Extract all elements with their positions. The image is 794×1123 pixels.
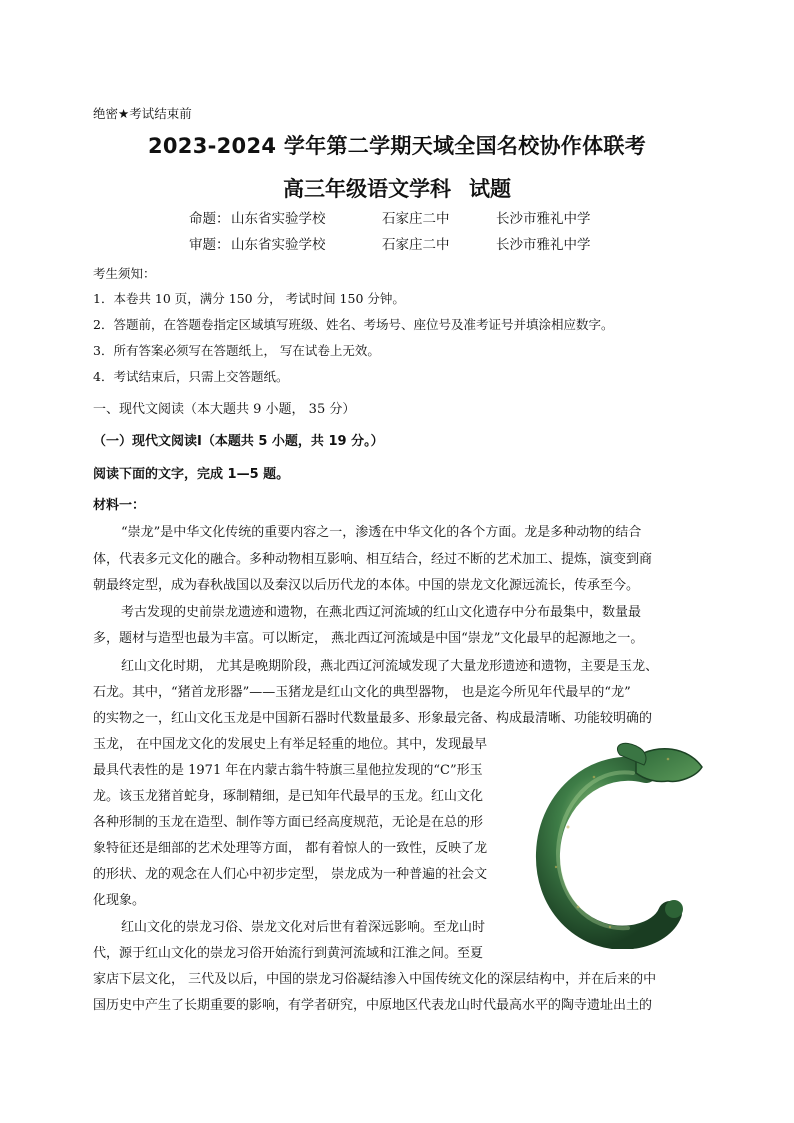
notice-item: 3．所有答案必须写在答题纸上， 写在试卷上无效。 (93, 343, 380, 358)
proposers-label: 命题： (189, 211, 230, 227)
school-1: 山东省实验学校 (231, 211, 326, 227)
exam-title: 2023-2024 学年第二学期天域全国名校协作体联考 (147, 134, 647, 158)
passage-line: 各种形制的玉龙在造型、制作等方面已经高度规范，无论是在总的形 (93, 815, 484, 830)
passage-line: 家店下层文化， 三代及以后，中国的崇龙习俗凝结渗入中国传统文化的深层结构中，并在后来的中 (93, 972, 657, 987)
passage-line: 多，题材与造型也最为丰富。可以断定， 燕北西辽河流域是中国“崇龙”文化最早的起源地之一。 (93, 631, 644, 646)
subsection-title: （一）现代文阅读Ⅰ（本题共 5 小题，共 19 分。） (93, 434, 384, 449)
confidential-label: 绝密★考试结束前 (93, 106, 192, 121)
school-2: 石家庄二中 (382, 237, 450, 253)
notice-item: 1．本卷共 10 页，满分 150 分， 考试时间 150 分钟。 (93, 291, 405, 306)
passage-line: 象特征还是细部的艺术处理等方面， 都有着惊人的一致性，反映了龙 (93, 841, 488, 856)
material-label: 材料一： (93, 498, 146, 513)
reviewers-label: 审题： (189, 237, 230, 253)
part-title: 一、现代文阅读（本大题共 9 小题， 35 分） (93, 402, 356, 417)
passage-line: “崇龙”是中华文化传统的重要内容之一，渗透在中华文化的各个方面。龙是多种动物的结合 (121, 525, 642, 540)
subtitle-suffix: 试题 (469, 177, 511, 201)
passage-line: 红山文化的崇龙习俗、崇龙文化对后世有着深远影响。至龙山时 (121, 920, 486, 935)
jade-dragon-icon (528, 737, 708, 949)
instruction: 阅读下面的文字，完成 1—5 题。 (93, 467, 290, 482)
notice-item: 4．考试结束后，只需上交答题纸。 (93, 369, 289, 384)
exam-subtitle (0, 173, 794, 203)
passage-line: 考古发现的史前崇龙遗迹和遗物，在燕北西辽河流域的红山文化遗存中分布最集中，数量最 (121, 605, 642, 620)
passage-line: 的实物之一，红山文化玉龙是中国新石器时代数量最多、形象最完备、构成最清晰、功能较明确的 (93, 711, 653, 726)
subtitle-main: 高三年级语文学科 (283, 177, 451, 201)
passage-line: 的形状、龙的观念在人们心中初步定型， 崇龙成为一种普遍的社会文 (93, 867, 488, 882)
passage-line: 化现象。 (93, 893, 146, 908)
passage-line: 红山文化时期， 尤其是晚期阶段，燕北西辽河流域发现了大量龙形遗迹和遗物，主要是玉龙、 (121, 659, 659, 674)
passage-line: 最具代表性的是 1971 年在内蒙古翁牛特旗三星他拉发现的“C”形玉 (93, 763, 483, 778)
school-1: 山东省实验学校 (231, 237, 326, 253)
jade-dragon-image (528, 737, 708, 949)
notice-item: 2．答题前，在答题卷指定区域填写班级、姓名、考场号、座位号及准考证号并填涂相应数字。 (93, 317, 614, 332)
school-2: 石家庄二中 (382, 211, 450, 227)
school-3: 长沙市雅礼中学 (496, 211, 591, 227)
passage-line: 代，源于红山文化的崇龙习俗开始流行到黄河流域和江淮之间。至夏 (93, 946, 484, 961)
school-3: 长沙市雅礼中学 (496, 237, 591, 253)
passage-line: 石龙。其中，“猪首龙形器”——玉猪龙是红山文化的典型器物， 也是迄今所见年代最早的“龙” (93, 685, 631, 700)
passage-line: 玉龙， 在中国龙文化的发展史上有举足轻重的地位。其中，发现最早 (93, 737, 488, 752)
notice-heading: 考生须知： (93, 266, 156, 281)
passage-line: 体，代表多元文化的融合。多种动物相互影响、相互结合，经过不断的艺术加工、提炼，演变到商 (93, 552, 653, 567)
passage-line: 龙。该玉龙猪首蛇身，琢制精细，是已知年代最早的玉龙。红山文化 (93, 789, 484, 804)
passage-line: 国历史中产生了长期重要的影响，有学者研究，中原地区代表龙山时代最高水平的陶寺遗址出土的 (93, 998, 653, 1013)
passage-line: 朝最终定型，成为春秋战国以及秦汉以后历代龙的本体。中国的崇龙文化源远流长，传承至今。 (93, 578, 640, 593)
